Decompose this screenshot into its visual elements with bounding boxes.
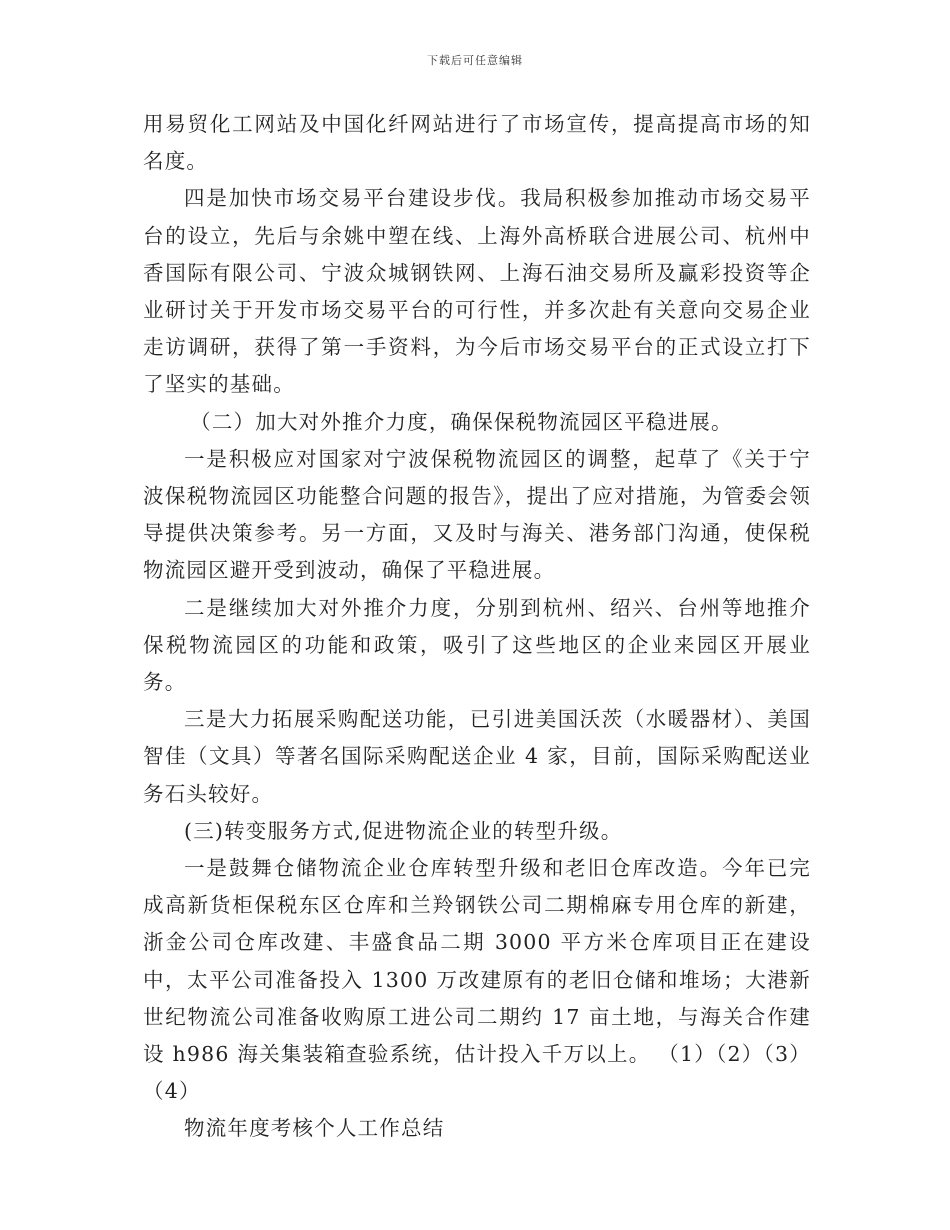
page-header: 下载后可任意编辑: [427, 54, 523, 67]
paragraph-warehouse-upgrade: 一是鼓舞仓储物流企业仓库转型升级和老旧仓库改造。今年已完成高新货柜保税东区仓库和兰羚钢铁公司二期棉麻专用仓库的新建，浙金公司仓库改建、丰盛食品二期 3000 平方米仓库项目正在建设中，太平公司准备投入 1300 万改建原有的老旧仓储和堆场；大港新世纪物流公司准备收购原工进公司二期约 17 亩土地，与海关合作建设 h986 海关集装箱查验系统，估计投入千万以上。 （1）（2）（3）（4）: [143, 856, 811, 1104]
paragraph-procurement-distribution: 三是大力拓展采购配送功能，已引进美国沃茨（水暖器材）、美国智佳（文具）等著名国际采购配送企业 4 家，目前，国际采购配送业务石头较好。: [143, 707, 811, 806]
section-heading-3: (三)转变服务方式,促进物流企业的转型升级。: [184, 818, 623, 843]
paragraph-bonded-adjustment: 一是积极应对国家对宁波保税物流园区的调整，起草了《关于宁波保税物流园区功能整合问题的报告》，提出了应对措施，为管委会领导提供决策参考。另一方面，又及时与海关、港务部门沟通，使保税物流园区避开受到波动，确保了平稳进展。: [143, 446, 811, 583]
section-heading-2: （二）加大对外推介力度，确保保税物流园区平稳进展。: [190, 409, 733, 434]
paragraph-trading-platform: 四是加快市场交易平台建设步伐。我局积极参加推动市场交易平台的设立，先后与余姚中塑在线、上海外高桥联合进展公司、杭州中香国际有限公司、宁波众城钢铁网、上海石油交易所及赢彩投资等企业研讨关于开发市场交易平台的可行性，并多次赴有关意向交易企业走访调研，获得了第一手资料，为今后市场交易平台的正式设立打下了坚实的基础。: [143, 186, 811, 397]
document-body: [143, 106, 811, 1148]
document-title: 物流年度考核个人工作总结: [184, 1116, 445, 1141]
paragraph-market-promotion: 用易贸化工网站及中国化纤网站进行了市场宣传，提高提高市场的知名度。: [143, 112, 811, 174]
paragraph-external-promotion: 二是继续加大对外推介力度，分别到杭州、绍兴、台州等地推介保税物流园区的功能和政策，吸引了这些地区的企业来园区开展业务。: [143, 595, 811, 695]
